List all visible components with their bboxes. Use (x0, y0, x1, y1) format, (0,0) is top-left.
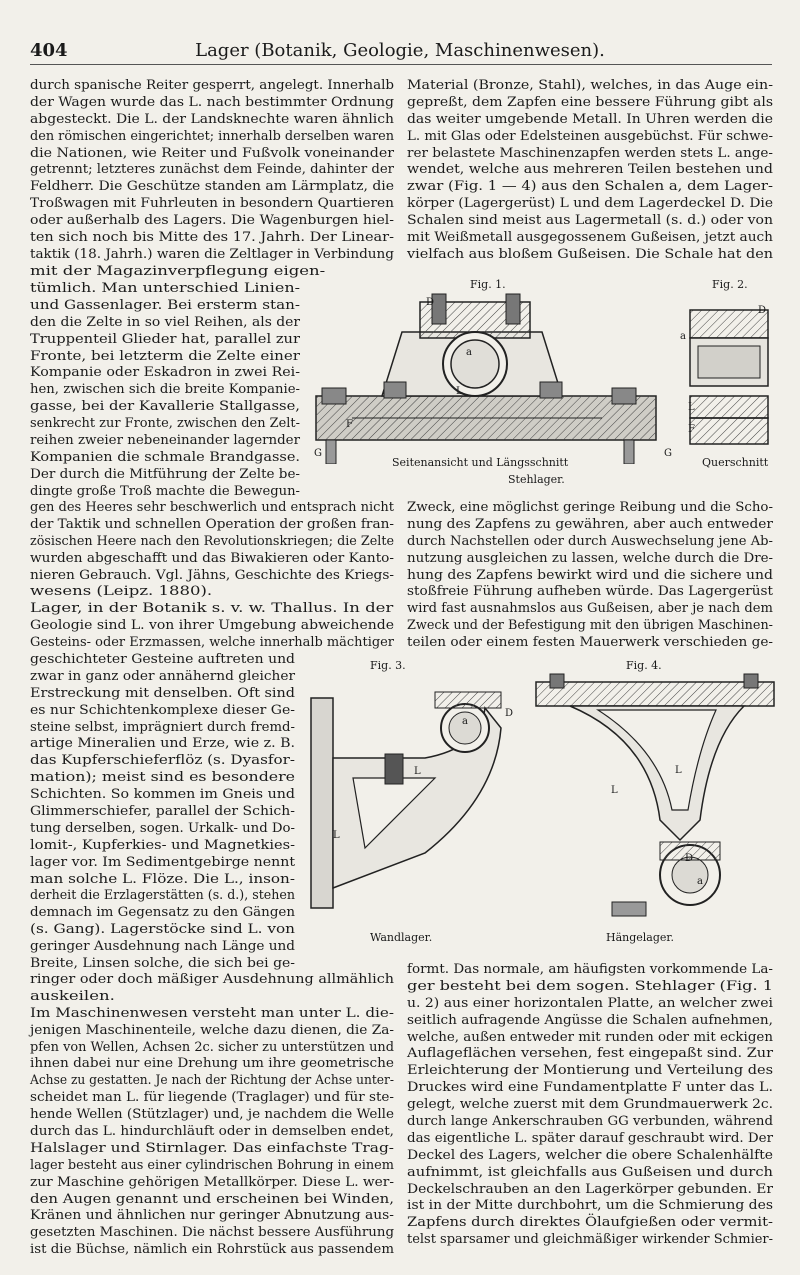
text-line: Im Maschinenwesen versteht man unter L. die- (30, 1005, 394, 1021)
text-line: körper (Lagergerüst) L und dem Lagerdeckel D. Die (407, 196, 773, 212)
text-line: tümlich. Man unterschied Linien- (30, 281, 300, 296)
fig2-part-f: F (688, 424, 695, 435)
text-line: auskeilen. (30, 988, 115, 1004)
text-line: pfen von Wellen, Achsen 2c. sicher zu unterstützen und (30, 1039, 394, 1055)
text-line: ihnen dabei nur eine Drehung um ihre geometrische (30, 1056, 394, 1072)
fig2-caption: Querschnitt (702, 456, 769, 469)
text-line: ger besteht bei dem sogen. Stehlager (Fig. 1 (407, 978, 773, 994)
fig1-part-g-left: G (314, 448, 322, 459)
fig2-label: Fig. 2. (712, 278, 748, 291)
fig3-part-a: a (462, 716, 468, 727)
text-line: wurden abgeschafft und das Biwakieren oder Kanto- (30, 550, 394, 566)
text-line: Schichten. So kommen im Gneis und (30, 787, 295, 803)
text-line: welche, außen entweder mit runden oder mit eckigen (407, 1029, 773, 1045)
text-line: der Taktik und schnellen Operation der großen fran- (30, 516, 394, 532)
fig1-part-g-right: G (664, 448, 672, 459)
text-line: abgesteckt. Die L. der Landsknechte waren ähnlich (30, 111, 394, 127)
text-line: geringer Ausdehnung nach Länge und (30, 939, 295, 955)
running-header: Lager (Botanik, Geologie, Maschinenwesen). (195, 40, 605, 61)
text-line: artige Mineralien und Erze, wie z. B. (30, 736, 295, 752)
text-line: Fronte, bei letzterm die Zelte einer (30, 348, 300, 364)
text-line: Material (Bronze, Stahl), welches, in das Auge ein- (407, 78, 773, 93)
text-line: nieren Gebrauch. Vgl. Jähns, Geschichte des Kriegs- (30, 567, 394, 583)
text-line: ist in der Mitte durchbohrt, um die Schmierung des (407, 1198, 773, 1214)
text-line: den Augen genannt und erscheinen bei Winden, (30, 1191, 394, 1207)
text-line: gepreßt, dem Zapfen eine bessere Führung gibt als (407, 94, 773, 110)
text-line: mit Weißmetall ausgegossenem Gußeisen, jetzt auch (407, 230, 773, 246)
text-line: Auflageflächen versehen, fest eingepaßt sind. Zur (407, 1046, 773, 1062)
text-line: hende Wellen (Stützlager) und, je nachdem die Welle (30, 1107, 394, 1123)
fig3-label: Fig. 3. (370, 659, 406, 672)
text-line: den römischen eingerichtet; innerhalb derselben waren (30, 128, 394, 144)
text-line: Kompanie oder Eskadron in zwei Rei- (30, 365, 300, 381)
text-line: Truppenteil Glieder hat, parallel zur (30, 331, 300, 347)
text-line: Glimmerschiefer, parallel der Schich- (30, 804, 295, 820)
text-line: nutzung ausgleichen zu lassen, welche durch die Dre- (407, 550, 773, 566)
text-line: mation); meist sind es besondere (30, 770, 295, 786)
fig1-part-f: F (346, 419, 353, 430)
text-line: (s. Gang). Lagerstöcke sind L. von (30, 922, 295, 938)
text-line: scheidet man L. für liegende (Traglager) und für ste- (30, 1090, 394, 1106)
text-right-top (407, 78, 773, 264)
fig4-part-l-right: L (675, 765, 682, 776)
text-line: das eigentliche L. später darauf geschraubt wird. Der (407, 1130, 773, 1146)
text-line: Breite, Linsen solche, die sich bei ge- (30, 956, 295, 972)
text-line: tung derselben, sogen. Urkalk- und Do- (30, 820, 295, 836)
text-line: Erleichterung der Montierung und Verteilung des (407, 1063, 773, 1079)
text-line: gasse, bei der Kavallerie Stallgasse, (30, 399, 300, 415)
text-line: formt. Das normale, am häufigsten vorkommende La- (407, 962, 773, 977)
text-line: Druckes wird eine Fundamentplatte F unter das L. (407, 1080, 773, 1096)
fig3-part-d: D (505, 708, 514, 719)
text-line: telst sparsamer und gleichmäßiger wirkender Schmier- (407, 1232, 773, 1248)
text-line: wesens (Leipz. 1880). (30, 584, 213, 600)
text-line: durch lange Ankerschrauben GG verbunden, während (407, 1114, 773, 1130)
text-line: Zweck, eine möglichst geringe Reibung und die Scho- (407, 500, 773, 515)
fig4-label: Fig. 4. (626, 659, 662, 672)
text-line: Lager, in der Botanik s. v. w. Thallus. In der (30, 601, 394, 617)
text-line: wendet, welche aus mehreren Teilen bestehen und (407, 162, 773, 178)
text-line: Deckelschrauben an den Lagerkörper gebunden. Er (407, 1181, 773, 1197)
header-rule (30, 64, 772, 65)
text-left-narrow2 (30, 652, 307, 973)
fig4-caption: Hängelager. (606, 931, 674, 944)
text-line: demnach im Gegensatz zu den Gängen (30, 905, 295, 921)
text-line: dingte große Troß machte die Bewegun- (30, 483, 300, 499)
text-line: Der durch die Mitführung der Zelte be- (30, 466, 300, 482)
text-line: Kompanien die schmale Brandgasse. (30, 449, 300, 465)
fig3-wandlager-drawing (305, 678, 517, 918)
text-line: mit der Magazinverpflegung eigen- (30, 263, 326, 279)
text-line: stoßfreie Führung aufheben würde. Das Lagergerüst (407, 584, 773, 600)
text-line: lomit-, Kupferkies- und Magnetkies- (30, 837, 295, 853)
text-right-bottom (407, 962, 779, 1249)
text-line: aufnimmt, ist gleichfalls aus Gußeisen und durch (407, 1164, 773, 1180)
fig2-part-a: a (680, 331, 686, 342)
text-line: Feldherr. Die Geschütze standen am Lärmplatz, die (30, 179, 395, 195)
text-line: Schalen sind meist aus Lagermetall (s. d.) oder von (407, 213, 773, 229)
text-line: jenigen Maschinenteile, welche dazu dienen, die Za- (30, 1022, 395, 1038)
text-line: L. mit Glas oder Edelsteinen ausgebüchst. Für schwe- (407, 128, 773, 144)
text-line: durch spanische Reiter gesperrt, angelegt. Innerhalb (30, 78, 394, 93)
fig1-part-a: a (466, 347, 472, 358)
text-line: gen des Heeres sehr beschwerlich und entsprach nicht (30, 500, 394, 515)
fig2-cross-section-drawing (686, 300, 772, 450)
text-line: es nur Schichtenkomplexe dieser Ge- (30, 702, 295, 718)
text-line: Zweck und der Befestigung mit den übrigen Maschinen- (407, 618, 773, 634)
stehlager-caption: Stehlager. (508, 473, 565, 486)
text-line: man solche L. Flöze. Die L., inson- (30, 871, 295, 887)
fig3-part-l-upper: L (414, 766, 421, 777)
text-line: Gesteins- oder Erzmassen, welche innerhalb mächtiger (30, 635, 394, 651)
text-line: Achse zu gestatten. Je nach der Richtung der Achse unter- (30, 1073, 394, 1089)
text-line: reihen zweier nebeneinander lagernder (30, 433, 300, 449)
text-line: derheit die Erzlagerstätten (s. d.), stehen (30, 888, 295, 904)
text-line: geschichteter Gesteine auftreten und (30, 652, 295, 667)
text-line: zur Maschine gehörigen Metallkörper. Diese L. wer- (30, 1174, 394, 1190)
text-line: die Nationen, wie Reiter und Fußvolk voneinander (30, 145, 394, 161)
text-line: das weiter umgebende Metall. In Uhren werden die (407, 111, 773, 127)
fig3-caption: Wandlager. (370, 931, 433, 944)
text-line: Erstreckung mit denselben. Oft sind (30, 685, 295, 701)
text-line: lager besteht aus einer cylindrischen Bohrung in einem (30, 1157, 394, 1173)
text-line: vielfach aus bloßem Gußeisen. Die Schale hat den (407, 246, 773, 262)
fig3-part-l-lower: L (333, 830, 340, 841)
fig1-part-l: L (456, 386, 463, 397)
fig4-part-d: D (685, 853, 694, 864)
text-line: hung des Zapfens bewirkt wird und die sichere und (407, 567, 773, 583)
text-line: u. 2) aus einer horizontalen Platte, an welcher zwei (407, 995, 773, 1011)
text-line: ringer oder doch mäßiger Ausdehnung allmählich (30, 972, 394, 987)
fig4-part-a: a (697, 876, 703, 887)
text-line: getrennt; letzteres zunächst dem Feinde, dahinter der (30, 162, 394, 178)
text-line: hen, zwischen sich die breite Kompanie- (30, 382, 300, 398)
text-line: wird fast ausnahmslos aus Gußeisen, aber je nach dem (407, 601, 773, 617)
fig2-part-l: L (688, 402, 695, 413)
text-line: das Kupferschieferflöz (s. Dyasfor- (30, 753, 295, 769)
text-line: rer belastete Maschinenzapfen werden stets L. ange- (407, 145, 773, 161)
text-line: der Wagen wurde das L. nach bestimmter Ordnung (30, 94, 394, 110)
text-line: gesetzten Maschinen. Die nächst bessere Ausführung (30, 1225, 394, 1241)
text-left-mid (30, 500, 407, 652)
text-line: Geologie sind L. von ihrer Umgebung abweichende (30, 618, 394, 634)
text-line: seitlich aufragende Angüsse die Schalen aufnehmen, (407, 1012, 773, 1028)
text-line: zösischen Heere nach den Revolutionskriegen; die Zelte (30, 533, 394, 549)
text-line: durch Nachstellen oder durch Auswechselung jene Ab- (407, 533, 773, 549)
text-left-bottom (30, 972, 422, 1259)
fig1-part-d: D (426, 297, 435, 308)
text-line: taktik (18. Jahrh.) waren die Zeltlager in Verbindung (30, 246, 394, 262)
text-line: ten sich noch bis Mitte des 17. Jahrh. Der Linear- (30, 230, 394, 246)
page-number: 404 (30, 40, 68, 61)
text-line: gelegt, welche zuerst mit dem Grundmauerwerk 2c. (407, 1097, 773, 1113)
fig4-part-l-left: L (611, 785, 618, 796)
fig4-haengelager-drawing (530, 670, 780, 920)
text-line: Deckel des Lagers, welcher die obere Schalenhälfte (407, 1147, 773, 1163)
text-line: und Gassenlager. Bei ersterm stan- (30, 297, 300, 313)
fig1-label: Fig. 1. (470, 278, 506, 291)
text-line: teilen oder einem festen Mauerwerk verschieden ge- (407, 635, 773, 651)
text-line: oder außerhalb des Lagers. Die Wagenburgen hiel- (30, 213, 394, 229)
text-line: Kränen und ähnlichen nur geringer Abnutzung aus- (30, 1208, 394, 1224)
text-right-mid (407, 500, 785, 652)
text-line: durch das L. hindurchläuft oder in demselben endet, (30, 1124, 394, 1140)
text-line: Zapfens durch direktes Ölaufgießen oder vermit- (407, 1215, 773, 1231)
fig2-part-d: D (758, 305, 767, 316)
text-line: lager vor. Im Sedimentgebirge nennt (30, 854, 295, 870)
text-left-top (30, 78, 404, 281)
text-line: steine selbst, imprägniert durch fremd- (30, 719, 295, 735)
text-line: zwar in ganz oder annähernd gleicher (30, 668, 295, 684)
text-line: Troßwagen mit Fuhrleuten in besondern Quartieren (30, 196, 394, 212)
text-line: zwar (Fig. 1 — 4) aus den Schalen a, dem Lager- (407, 179, 773, 195)
fig1-caption: Seitenansicht und Längsschnitt (392, 456, 569, 469)
text-line: den die Zelte in so viel Reihen, als der (30, 314, 300, 330)
text-line: nung des Zapfens zu gewähren, aber auch entweder (407, 516, 773, 532)
text-line: senkrecht zur Fronte, zwischen den Zelt- (30, 416, 300, 432)
text-line: ist die Büchse, nämlich ein Rohrstück aus passendem (30, 1242, 394, 1258)
fig1-stehlager-drawing (312, 292, 672, 464)
text-line: Halslager und Stirnlager. Das einfachste Trag- (30, 1140, 394, 1156)
text-left-narrow (30, 281, 305, 501)
